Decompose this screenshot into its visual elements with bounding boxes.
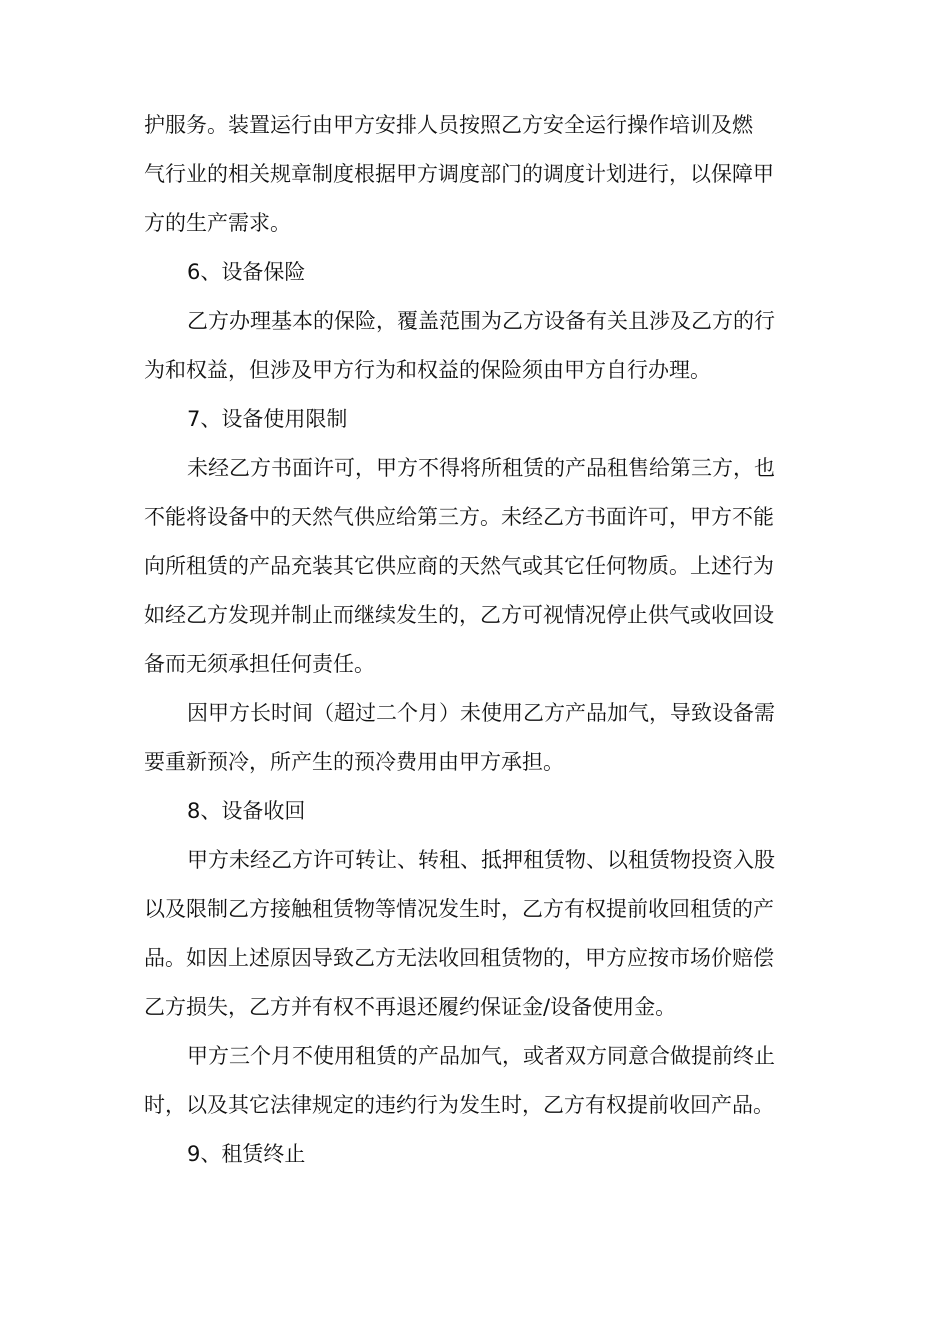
text-line: 乙方损失，乙方并有权不再退还履约保证金/设备使用金。 [144, 995, 677, 1019]
text-line: 为和权益，但涉及甲方行为和权益的保险须由甲方自行办理。 [144, 358, 711, 382]
text-line: 如经乙方发现并制止而继续发生的，乙方可视情况停止供气或收回设 [144, 603, 774, 627]
section-heading: 7、设备使用限制 [187, 407, 348, 431]
section-heading: 6、设备保险 [187, 260, 306, 284]
text-line: 气行业的相关规章制度根据甲方调度部门的调度计划进行，以保障甲 [144, 162, 774, 186]
text-line: 因甲方长时间（超过二个月）未使用乙方产品加气，导致设备需 [187, 701, 775, 725]
text-line: 向所租赁的产品充装其它供应商的天然气或其它任何物质。上述行为 [144, 554, 774, 578]
text-line: 品。如因上述原因导致乙方无法收回租赁物的，甲方应按市场价赔偿 [144, 946, 774, 970]
document-body [144, 101, 824, 1179]
section-heading: 8、设备收回 [187, 799, 306, 823]
text-line: 要重新预冷，所产生的预冷费用由甲方承担。 [144, 750, 564, 774]
text-line: 甲方三个月不使用租赁的产品加气，或者双方同意合做提前终止 [187, 1044, 775, 1068]
text-line: 护服务。装置运行由甲方安排人员按照乙方安全运行操作培训及燃 [144, 113, 753, 137]
text-line: 甲方未经乙方许可转让、转租、抵押租赁物、以租赁物投资入股 [187, 848, 775, 872]
text-line: 备而无须承担任何责任。 [144, 652, 375, 676]
section-heading: 9、租赁终止 [187, 1142, 306, 1166]
text-line: 方的生产需求。 [144, 211, 291, 235]
text-line: 未经乙方书面许可，甲方不得将所租赁的产品租售给第三方，也 [187, 456, 775, 480]
text-line: 不能将设备中的天然气供应给第三方。未经乙方书面许可，甲方不能 [144, 505, 774, 529]
text-line: 乙方办理基本的保险，覆盖范围为乙方设备有关且涉及乙方的行 [187, 309, 775, 333]
text-line: 以及限制乙方接触租赁物等情况发生时，乙方有权提前收回租赁的产 [144, 897, 774, 921]
text-line: 时，以及其它法律规定的违约行为发生时，乙方有权提前收回产品。 [144, 1093, 774, 1117]
